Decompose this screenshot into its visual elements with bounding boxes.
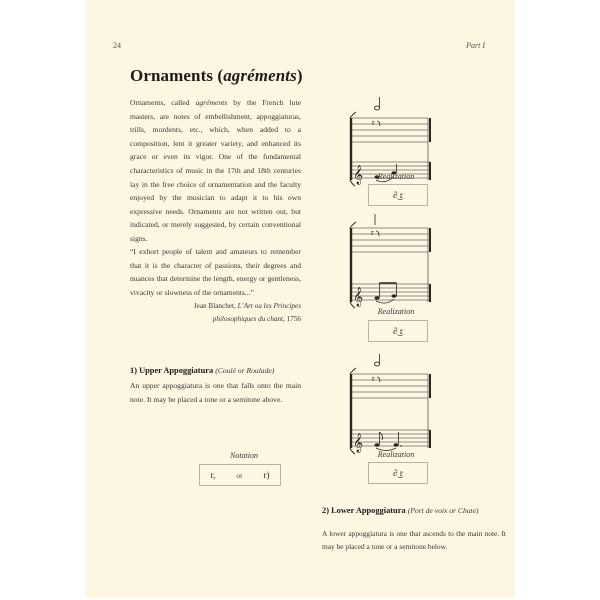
music-example-1 [344,100,454,182]
realization-label-1: Realization [377,172,415,181]
notation-box [199,464,281,486]
citation-year: , 1756 [283,315,301,323]
music-example-3 [344,368,454,450]
title-close: ) [296,66,303,85]
music-example-2 [344,222,454,304]
section-heading-text: Upper Appoggiatura [139,366,214,375]
realization-box-1 [368,184,428,206]
svg-text:𝄞: 𝄞 [353,287,364,306]
section-number: 1) [130,366,137,375]
quote-paragraph: “I exhort people of talent and amateurs to remember that it is the character of passions, their degrees and nuances that determine the length, energy or gentleness, vivacity or slowness of the ornaments...” [130,247,301,297]
svg-text:r: r [372,374,375,383]
section-heading-lower-appoggiatura [322,506,479,515]
page-number: 24 [113,41,121,50]
svg-text:𝄞: 𝄞 [353,433,364,452]
intro-paragraph [130,96,301,246]
section-body-lower-appoggiatura: A lower appoggiatura is one that ascends to the main note. It may be placed a tone or a semitone below. [322,529,506,551]
quote-citation [130,300,301,326]
running-header-part: Part I [466,41,485,50]
section-number: 2) [322,506,329,515]
section-alt-names: (Coulé or Roulade) [215,366,275,375]
intro-italic: agréments [195,98,228,107]
section-heading-upper-appoggiatura [130,366,274,375]
realization-label-3: Realization [377,450,415,459]
citation-work-2: philosophiques du chant [212,315,284,323]
realization-sign-2: ∂͜ r [393,326,403,336]
realization-sign-1: ∂͜ r [393,190,403,200]
realization-box-2 [368,320,428,342]
svg-text:r: r [372,118,375,127]
page-title [130,66,303,86]
section-alt-names: (Port de voix or Chute) [407,506,479,515]
section-body-upper-appoggiatura: An upper appoggiatura is one that falls onto the main note. It may be placed a tone or a semitone above. [130,381,301,404]
realization-sign-3: ∂͜ r [393,468,403,478]
notation-sign-b: r) [263,470,270,480]
section-heading-text: Lower Appoggiatura [331,506,406,515]
book-page [86,0,515,598]
notation-sign-a: r, [210,470,216,480]
citation-author: Jean Blanchet, [193,302,238,310]
title-italic: agréments [223,66,297,85]
title-text: Ornaments ( [130,66,224,85]
svg-text:r: r [371,228,374,237]
realization-label-2: Realization [377,307,415,316]
intro-text-a: Ornaments, called [130,98,196,107]
realization-box-3 [368,462,428,484]
intro-text-b: by the French lute masters, are notes of embellishment, appoggiaturas, trills, mordents, etc., which, when added to a composition, lent it greater variety, and enhanced its grace or even its vigor. One of the fundamental characteristics of music in the 17th and 18th centuries lay in the free choice of ornamentation and the faculty enjoyed by the musician to adapt it to his own expressive needs. Ornaments are not written out, but indicated, or merely suggested, by certain conventional signs. [130,98,301,243]
notation-or: or [236,470,243,480]
notation-label: Notation [229,451,258,460]
svg-text:𝄞: 𝄞 [353,165,364,184]
citation-work-1: L’Art ou les Principes [237,302,301,310]
